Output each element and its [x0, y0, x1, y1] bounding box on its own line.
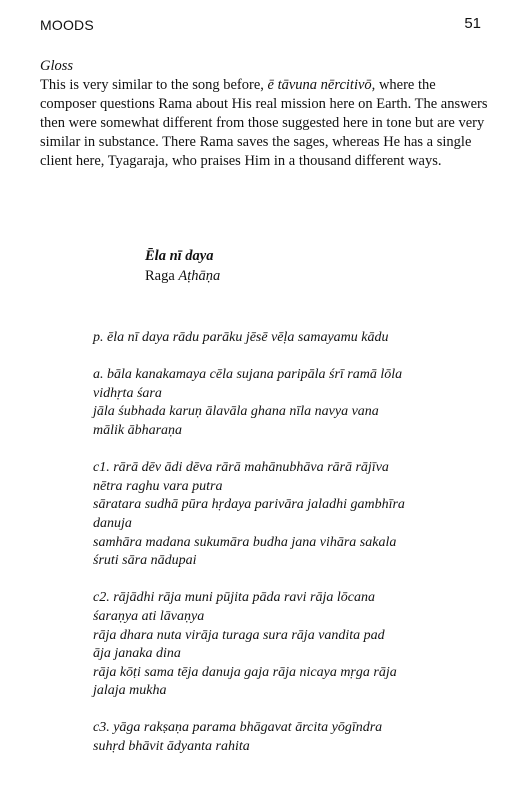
lyric-line: suhṛd bhāvit ādyanta rahita — [93, 739, 250, 755]
lyric-line: p. ēla nī daya rādu parāku jēsē vēḷa samayamu kādu — [93, 330, 389, 345]
lyric-line: jalaja mukha — [93, 683, 167, 699]
raga-line — [145, 266, 485, 286]
lyric-line: śaraṇya ati lāvaṇya — [93, 608, 205, 624]
running-head — [40, 17, 487, 41]
lyric-line: śruti sāra nādupai — [93, 553, 197, 569]
lyric-line: c1. rārā dēv ādi dēva rārā mahānubhāva rārā rājīva — [93, 460, 389, 476]
lyric-stanza — [93, 366, 513, 440]
song-lyrics — [93, 329, 513, 775]
lyric-line: jāla śubhada karuṇ ālavāla ghana nīla navya vana — [93, 404, 379, 420]
lyric-line: āja janaka dina — [93, 646, 181, 662]
gloss-text-after: where the composer questions Rama about His real mission here on Earth. The answers then were somewhat different from those suggested here in tone but are very similar in substance. There Rama saves the sages, whereas He has a single client here, Tyagaraja, who praises Him in a thousand different ways. — [40, 77, 488, 169]
lyric-line: rāja dhara nuta virāja turaga sura rāja vandita pad — [93, 627, 385, 643]
gloss-section — [40, 57, 490, 171]
gloss-paragraph — [40, 76, 490, 171]
lyric-stanza — [93, 589, 513, 701]
lyric-line: a. bāla kanakamaya cēla sujana paripāla śrī ramā lōla — [93, 367, 403, 383]
lyric-line: nētra raghu vara putra — [93, 478, 223, 494]
lyric-line: c3. yāga rakṣaṇa parama bhāgavat ārcita yōgīndra — [93, 720, 383, 736]
raga-label: Raga — [145, 268, 179, 284]
song-title: Ēla nī daya — [145, 248, 214, 264]
lyric-stanza — [93, 329, 513, 348]
running-title: MOODS — [40, 17, 94, 33]
lyric-line: samhāra madana sukumāra budha jana vihāra sakala — [93, 534, 397, 550]
raga-name: Aṭhāṇa — [178, 268, 221, 284]
song-header — [145, 246, 485, 286]
lyric-line: danuja — [93, 515, 132, 531]
lyric-stanza — [93, 459, 513, 571]
lyric-line: mālik ābharaṇa — [93, 422, 183, 438]
gloss-text-before: This is very similar to the song before, — [40, 77, 268, 93]
lyric-line: c2. rājādhi rāja muni pūjita pāda ravi rāja lōcana — [93, 590, 375, 606]
gloss-heading: Gloss — [40, 58, 74, 74]
lyric-stanza — [93, 719, 513, 756]
lyric-line: vidhṛta śara — [93, 385, 162, 401]
lyric-line: rāja kōṭi sama tēja danuja gaja rāja nicaya mṛga rāja — [93, 664, 397, 680]
page-number: 51 — [464, 15, 481, 32]
lyric-line: sāratara sudhā pūra hṛdaya parivāra jaladhi gambhīra — [93, 497, 405, 513]
gloss-song-reference: ē tāvuna nērcitivō, — [267, 77, 376, 93]
